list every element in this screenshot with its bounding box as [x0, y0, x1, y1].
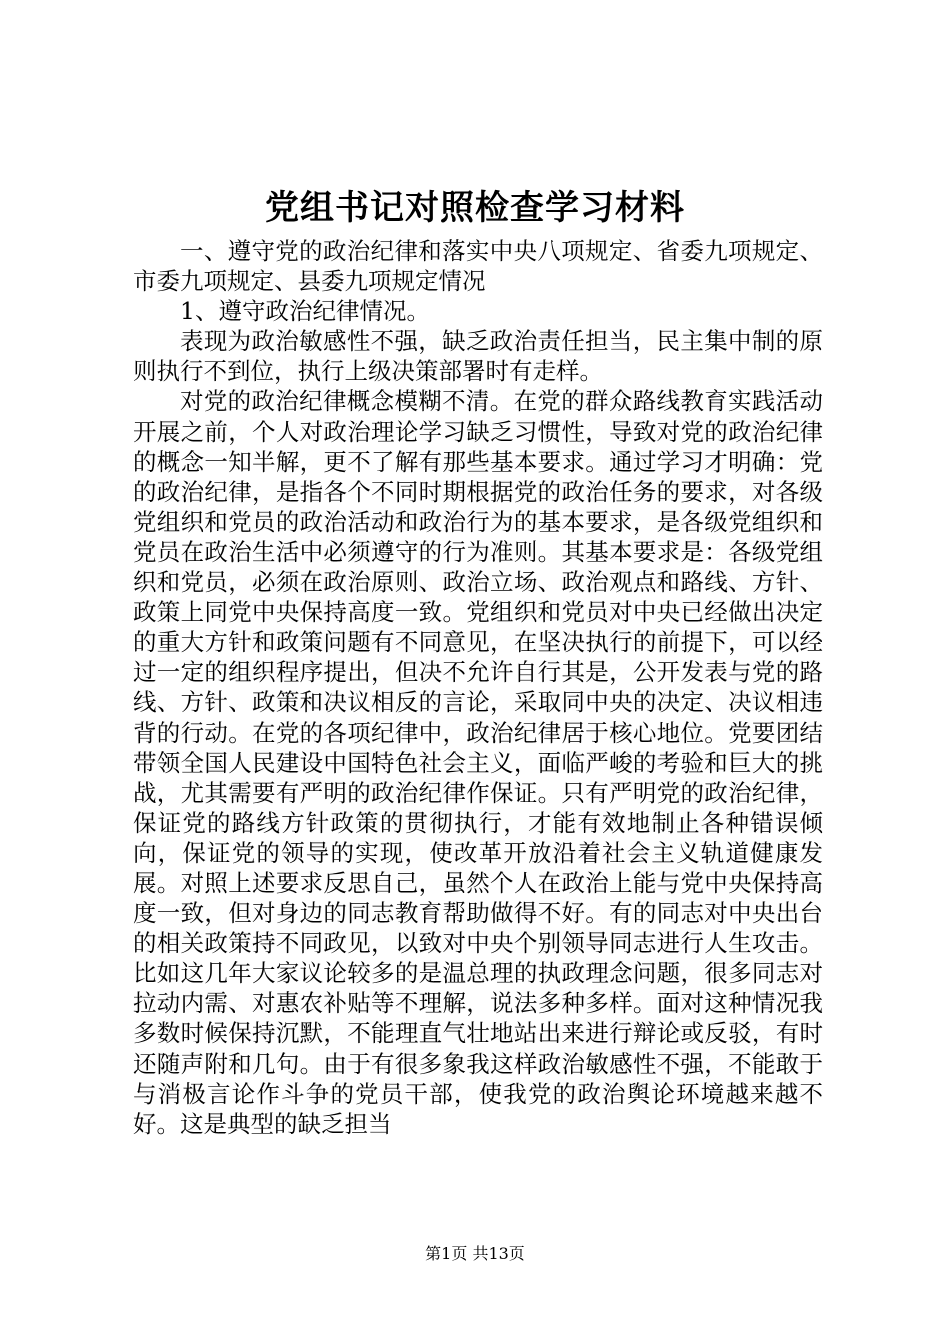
document-body	[133, 236, 823, 1139]
section-heading: 一、遵守党的政治纪律和落实中央八项规定、省委九项规定、市委九项规定、县委九项规定情况	[133, 237, 823, 296]
page-indicator: 第1页 共13页	[425, 1244, 525, 1263]
body-paragraph: 表现为政治敏感性不强，缺乏政治责任担当，民主集中制的原则执行不到位，执行上级决策部署时有走样。	[133, 327, 823, 386]
document-title: 党组书记对照检查学习材料	[265, 188, 685, 228]
body-paragraph: 对党的政治纪律概念模糊不清。在党的群众路线教育实践活动开展之前，个人对政治理论学习缺乏习惯性，导致对党的政治纪律的概念一知半解，更不了解有那些基本要求。通过学习才明确：党的政治纪律，是指各个不同时期根据党的政治任务的要求，对各级党组织和党员的政治活动和政治行为的基本要求，是各级党组织和党员在政治生活中必须遵守的行为准则。其基本要求是：各级党组织和党员，必须在政治原则、政治立场、政治观点和路线、方针、政策上同党中央保持高度一致。党组织和党员对中央已经做出决定的重大方针和政策问题有不同意见，在坚决执行的前提下，可以经过一定的组织程序提出，但决不允许自行其是，公开发表与党的路线、方针、政策和决议相反的言论，采取同中央的决定、决议相违背的行动。在党的各项纪律中，政治纪律居于核心地位。党要团结带领全国人民建设中国特色社会主义，面临严峻的考验和巨大的挑战，尤其需要有严明的政治纪律作保证。只有严明党的政治纪律，保证党的路线方针政策的贯彻执行，才能有效地制止各种错误倾向，保证党的领导的实现，使改革开放沿着社会主义轨道健康发展。对照上述要求反思自己，虽然个人在政治上能与党中央保持高度一致，但对身边的同志教育帮助做得不好。有的同志对中央出台的相关政策持不同政见，以致对中央个别领导同志进行人生攻击。比如这几年大家议论较多的是温总理的执政理念问题，很多同志对拉动内需、对惠农补贴等不理解，说法多种多样。面对这种情况我多数时候保持沉默，不能理直气壮地站出来进行辩论或反驳，有时还随声附和几句。由于有很多象我这样政治敏感性不强，不能敢于与消极言论作斗争的党员干部，使我党的政治舆论环境越来越不好。这是典型的缺乏担当	[133, 387, 823, 1138]
subsection-heading: 1、遵守政治纪律情况。	[180, 297, 430, 326]
page-footer	[0, 1244, 950, 1264]
